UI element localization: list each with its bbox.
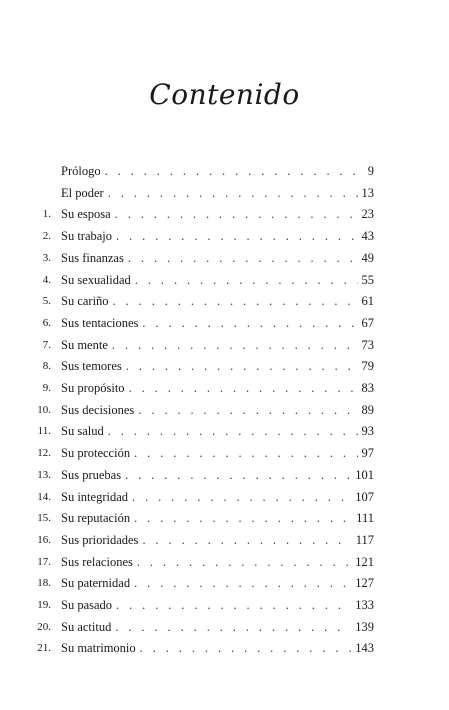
toc-entry-page-number: 93 bbox=[361, 424, 374, 439]
toc-entry-page-number: 143 bbox=[355, 641, 374, 656]
toc-entry-page-number: 49 bbox=[361, 250, 374, 265]
dot-leader bbox=[116, 595, 351, 615]
toc-entry-title: Su protección bbox=[61, 446, 131, 461]
toc-entry-page-number: 111 bbox=[356, 511, 374, 526]
toc-entry-page-number: 9 bbox=[367, 164, 374, 178]
toc-entry-title: Su mente bbox=[61, 337, 108, 352]
toc-entry-line bbox=[61, 487, 374, 507]
toc-entry-title: Su actitud bbox=[61, 619, 112, 634]
dot-leader bbox=[128, 248, 358, 268]
toc-entry bbox=[0, 443, 449, 463]
dot-leader bbox=[112, 335, 358, 355]
toc-entry bbox=[0, 204, 449, 224]
dot-leader bbox=[115, 617, 351, 637]
toc-entry-page-number: 43 bbox=[361, 229, 374, 244]
toc-entry-number: 16. bbox=[37, 533, 51, 546]
dot-leader bbox=[137, 552, 351, 572]
toc-entry-line bbox=[61, 335, 374, 355]
toc-entry-line bbox=[61, 161, 374, 181]
toc-entry-number: 1. bbox=[42, 208, 51, 221]
toc-entry bbox=[0, 313, 449, 333]
toc-entry-title: Su esposa bbox=[61, 207, 111, 222]
toc-entry bbox=[0, 378, 449, 398]
toc-entry-page-number: 83 bbox=[361, 381, 374, 395]
toc-entry bbox=[0, 335, 449, 355]
toc-entry-number: 8. bbox=[42, 360, 51, 373]
toc-entry-title: Sus relaciones bbox=[61, 554, 133, 569]
dot-leader bbox=[132, 487, 351, 507]
dot-leader bbox=[116, 226, 357, 246]
toc-entry bbox=[0, 617, 449, 637]
toc-entry-number: 10. bbox=[37, 403, 51, 416]
toc-entry-line bbox=[61, 443, 374, 463]
toc-entry-line bbox=[61, 400, 374, 420]
toc-entry-page-number: 67 bbox=[361, 315, 374, 330]
dot-leader bbox=[142, 530, 351, 550]
toc-entry bbox=[0, 161, 449, 181]
toc-entry-title: Sus finanzas bbox=[61, 250, 124, 265]
toc-entry-page-number: 107 bbox=[355, 489, 374, 504]
toc-entry-page-number: 13 bbox=[361, 185, 374, 200]
toc-entry-page-number: 89 bbox=[361, 402, 374, 417]
toc-entry bbox=[0, 552, 449, 572]
toc-entry bbox=[0, 638, 449, 658]
toc-entry-number: 5. bbox=[42, 295, 51, 308]
toc-entry-line bbox=[61, 421, 374, 441]
toc-entry-title: Sus tentaciones bbox=[61, 315, 139, 330]
toc-entry-line bbox=[61, 638, 374, 658]
toc-entry-line bbox=[61, 573, 374, 593]
toc-entry bbox=[0, 421, 449, 441]
toc-entry-title: El poder bbox=[61, 185, 104, 200]
toc-entry bbox=[0, 248, 449, 268]
toc-entry-title: Sus temores bbox=[61, 359, 122, 374]
toc-entry-number: 9. bbox=[42, 382, 51, 394]
toc-entry-page-number: 101 bbox=[355, 467, 374, 482]
toc-entry-page-number: 121 bbox=[355, 554, 374, 569]
dot-leader bbox=[115, 204, 358, 224]
toc-entry bbox=[0, 270, 449, 290]
dot-leader bbox=[125, 465, 351, 485]
toc-entry-title: Su sexualidad bbox=[61, 272, 131, 287]
toc-entry-title: Su pasado bbox=[61, 598, 113, 612]
toc-entry-number: 6. bbox=[42, 316, 51, 329]
toc-entry-number: 4. bbox=[42, 273, 51, 286]
toc-entry-number: 11. bbox=[37, 425, 51, 438]
toc-entry-title: Su cariño bbox=[61, 294, 109, 309]
toc-entry bbox=[0, 465, 449, 485]
toc-entry-title: Sus pruebas bbox=[61, 467, 122, 482]
toc-entry-line bbox=[61, 595, 374, 615]
toc-entry bbox=[0, 573, 449, 593]
toc-entry-line bbox=[61, 378, 374, 398]
dot-leader bbox=[140, 638, 352, 658]
toc-entry-number: 13. bbox=[37, 468, 51, 481]
toc-entry-page-number: 61 bbox=[361, 294, 374, 309]
toc-entry-page-number: 117 bbox=[355, 532, 374, 547]
toc-entry-title: Su trabajo bbox=[61, 229, 113, 244]
toc-entry-title: Sus decisiones bbox=[61, 402, 135, 417]
toc-entry-number: 14. bbox=[37, 490, 51, 503]
toc-entry-number: 2. bbox=[42, 230, 51, 243]
dot-leader bbox=[113, 291, 358, 311]
toc-entry-page-number: 133 bbox=[355, 598, 374, 612]
toc-entry-title: Su matrimonio bbox=[61, 641, 136, 656]
toc-entry-number: 3. bbox=[42, 251, 51, 264]
dot-leader bbox=[108, 183, 358, 203]
toc-entry-number: 15. bbox=[37, 512, 51, 525]
toc-entry-line bbox=[61, 508, 374, 528]
toc-entry-line bbox=[61, 617, 374, 637]
toc-entry-number: 12. bbox=[37, 447, 51, 460]
toc-entry-number: 19. bbox=[37, 599, 51, 611]
toc-entry bbox=[0, 183, 449, 203]
dot-leader bbox=[142, 313, 357, 333]
toc-entry-title: Su propósito bbox=[61, 381, 125, 395]
dot-leader bbox=[134, 508, 352, 528]
toc-entry-page-number: 23 bbox=[361, 207, 374, 222]
toc-entry-line bbox=[61, 356, 374, 376]
toc-entry-page-number: 73 bbox=[361, 337, 374, 352]
toc-entry bbox=[0, 291, 449, 311]
toc-entry bbox=[0, 487, 449, 507]
dot-leader bbox=[105, 161, 364, 181]
page-title: Contenido bbox=[149, 78, 300, 111]
toc-entry-page-number: 79 bbox=[361, 359, 374, 374]
dot-leader bbox=[126, 356, 358, 376]
toc-entry-line bbox=[61, 291, 374, 311]
dot-leader bbox=[108, 421, 358, 441]
toc-entry-line bbox=[61, 552, 374, 572]
toc-entry bbox=[0, 508, 449, 528]
toc-entry-line bbox=[61, 530, 374, 550]
dot-leader bbox=[134, 573, 351, 593]
toc-entry-title: Su reputación bbox=[61, 511, 131, 526]
toc-entry-number: 7. bbox=[42, 338, 51, 351]
toc-entry-number: 18. bbox=[37, 577, 51, 590]
toc-entry-line bbox=[61, 313, 374, 333]
toc-entry-title: Su integridad bbox=[61, 489, 129, 504]
toc-entry-title: Su paternidad bbox=[61, 576, 131, 591]
toc-entry-page-number: 97 bbox=[361, 446, 374, 461]
dot-leader bbox=[129, 378, 358, 398]
toc-entry-line bbox=[61, 465, 374, 485]
toc-entry bbox=[0, 530, 449, 550]
toc-entry-line bbox=[61, 248, 374, 268]
toc-entry-line bbox=[61, 226, 374, 246]
toc-entry bbox=[0, 400, 449, 420]
toc-entry bbox=[0, 226, 449, 246]
toc-entry-page-number: 55 bbox=[361, 272, 374, 287]
toc-entry-title: Su salud bbox=[61, 424, 104, 439]
toc-entry-line bbox=[61, 183, 374, 203]
toc-entry bbox=[0, 595, 449, 615]
toc-entry-line bbox=[61, 204, 374, 224]
toc-entry-line bbox=[61, 270, 374, 290]
toc-entry-number: 20. bbox=[37, 620, 51, 633]
toc-entry bbox=[0, 356, 449, 376]
dot-leader bbox=[134, 443, 357, 463]
toc-entry-page-number: 127 bbox=[355, 576, 374, 591]
toc-entry-page-number: 139 bbox=[355, 619, 374, 634]
dot-leader bbox=[135, 270, 358, 290]
toc-entry-number: 17. bbox=[37, 555, 51, 568]
toc-entry-number: 21. bbox=[37, 642, 51, 655]
toc-entry-title: Prólogo bbox=[61, 164, 101, 178]
dot-leader bbox=[138, 400, 357, 420]
toc-entry-title: Sus prioridades bbox=[61, 532, 139, 547]
